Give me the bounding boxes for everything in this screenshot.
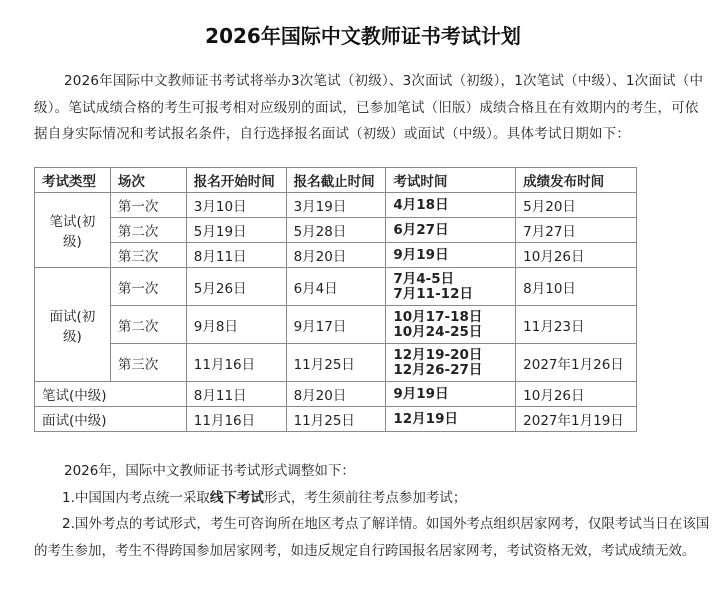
session-cell: 第三次 (110, 243, 186, 268)
notes-section (34, 458, 710, 564)
result-time-cell: 8月10日 (516, 268, 637, 306)
exam-time-cell (386, 306, 516, 344)
table-row (35, 243, 637, 268)
notes-item-1-after: 形式，考生须前往考点参加考试； (263, 489, 467, 506)
exam-time-cell (386, 268, 516, 306)
result-time-cell: 2027年1月19日 (516, 407, 637, 432)
reg-start-cell: 5月19日 (186, 218, 286, 243)
table-row (35, 306, 637, 344)
header-session: 场次 (110, 168, 186, 193)
result-time-cell: 11月23日 (516, 306, 637, 344)
notes-item-2: 2.国外考点的考试形式，考生可咨询所在地区考点了解详情。如国外考点组织居家网考，仅限考试当日在该国的考生参加，考生不得跨国参加居家网考，如违反规定自行跨国报名居家网考，考试资格无效，考试成绩无效。 (34, 516, 710, 559)
group-interview-primary: 面试(初级) (35, 268, 111, 382)
header-exam-type: 考试类型 (35, 168, 111, 193)
notes-item-1-before: 1.中国国内考点统一采取 (62, 489, 210, 506)
exam-time-cell (386, 344, 516, 382)
header-reg-end: 报名截止时间 (286, 168, 386, 193)
table-header-row (35, 168, 637, 193)
exam-time-cell: 4月18日 (386, 193, 516, 218)
reg-start-cell: 9月8日 (186, 306, 286, 344)
reg-start-cell: 5月26日 (186, 268, 286, 306)
result-time-cell: 2027年1月26日 (516, 344, 637, 382)
table-row (35, 193, 637, 218)
result-time-cell: 7月27日 (516, 218, 637, 243)
table-row (35, 344, 637, 382)
reg-end-cell: 5月28日 (286, 218, 386, 243)
table-row (35, 382, 637, 407)
reg-start-cell: 8月11日 (186, 382, 286, 407)
reg-end-cell: 11月25日 (286, 407, 386, 432)
reg-end-cell: 8月20日 (286, 382, 386, 407)
group-interview-intermediate: 面试(中级) (35, 407, 187, 432)
result-time-cell: 10月26日 (516, 382, 637, 407)
exam-time-cell: 6月27日 (386, 218, 516, 243)
reg-start-cell: 3月10日 (186, 193, 286, 218)
reg-start-cell: 11月16日 (186, 344, 286, 382)
table-row (35, 218, 637, 243)
exam-time-line-2: 7月11-12日 (393, 285, 473, 302)
exam-time-cell: 9月19日 (386, 382, 516, 407)
session-cell: 第二次 (110, 306, 186, 344)
session-cell: 第三次 (110, 344, 186, 382)
notes-item-1 (34, 485, 710, 512)
exam-schedule-table (34, 167, 637, 432)
notes-item-1-bold: 线下考试 (209, 489, 264, 506)
header-result-time: 成绩发布时间 (516, 168, 637, 193)
session-cell: 第一次 (110, 268, 186, 306)
table-row (35, 268, 637, 306)
reg-end-cell: 11月25日 (286, 344, 386, 382)
notes-heading: 2026年，国际中文教师证书考试形式调整如下： (64, 463, 355, 479)
group-written-intermediate: 笔试(中级) (35, 382, 187, 407)
page-title: 2026年国际中文教师证书考试计划 (205, 24, 521, 48)
group-written-primary: 笔试(初级) (35, 193, 111, 268)
table-row (35, 407, 637, 432)
reg-end-cell: 6月4日 (286, 268, 386, 306)
exam-time-line-1: 12月19-20日 (393, 346, 483, 363)
exam-time-line-2: 10月24-25日 (393, 323, 483, 340)
exam-time-cell: 12月19日 (386, 407, 516, 432)
exam-time-line-2: 12月26-27日 (393, 361, 483, 378)
header-reg-start: 报名开始时间 (186, 168, 286, 193)
session-cell: 第一次 (110, 193, 186, 218)
reg-start-cell: 8月11日 (186, 243, 286, 268)
intro-text: 2026年国际中文教师证书考试将举办3次笔试（初级）、3次面试（初级），1次笔试（中级）、1次面试（中级）。笔试成绩合格的考生可报考相对应级别的面试，已参加笔试（旧版）成绩合格且在有效期内的考生，可依据自身实际情况和考试报名条件，自行选择报名面试（初级）或面试（中级）。具体考试日期如下： (34, 73, 704, 142)
result-time-cell: 5月20日 (516, 193, 637, 218)
reg-end-cell: 3月19日 (286, 193, 386, 218)
exam-time-line-1: 10月17-18日 (393, 308, 483, 325)
result-time-cell: 10月26日 (516, 243, 637, 268)
reg-start-cell: 11月16日 (186, 407, 286, 432)
reg-end-cell: 9月17日 (286, 306, 386, 344)
reg-end-cell: 8月20日 (286, 243, 386, 268)
header-exam-time: 考试时间 (386, 168, 516, 193)
exam-time-cell: 9月19日 (386, 243, 516, 268)
intro-paragraph (34, 68, 710, 148)
session-cell: 第二次 (110, 218, 186, 243)
exam-time-line-1: 7月4-5日 (393, 270, 455, 287)
